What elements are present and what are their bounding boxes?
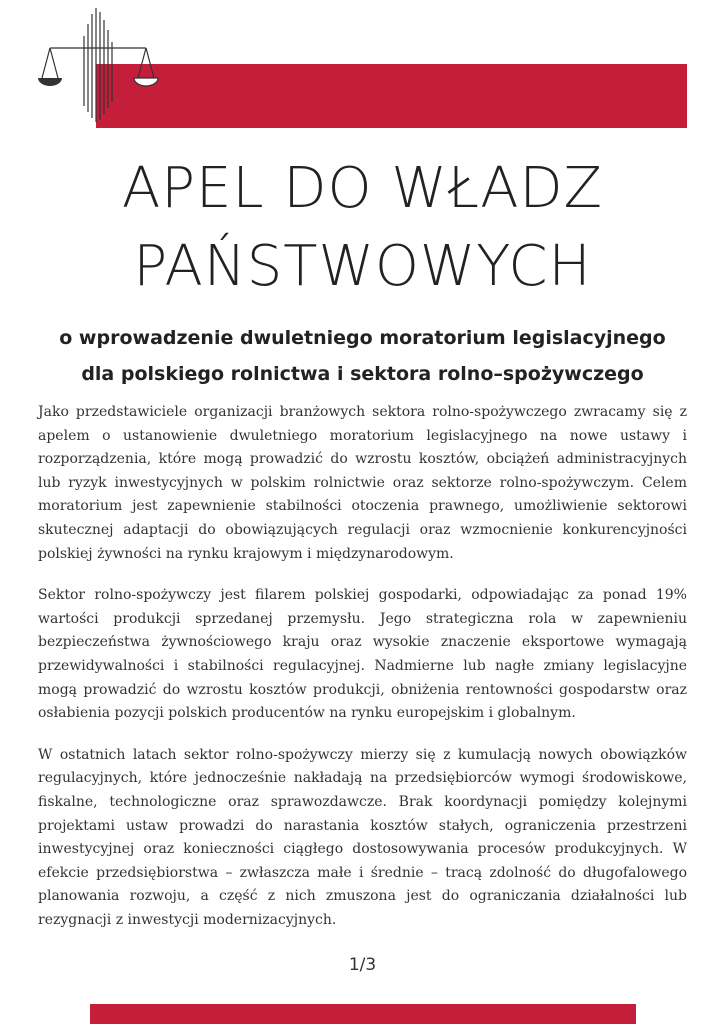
title-line-1: APEL DO WŁADZ (121, 156, 604, 221)
scales-of-justice-icon (34, 6, 164, 124)
title-line-2: PAŃSTWOWYCH (133, 234, 592, 299)
page-number: 1/3 (348, 955, 377, 975)
paragraph-1: Jako przedstawiciele organizacji branżowych sektora rolno-spożywczego zwracamy się z apelem o ustanowienie dwuletniego moratorium legislacyjnego na nowe ustawy i rozporządzenia, które mogą prowadzić do wzrostu kosztów, obciążeń administracyjnych lub ryzyk inwestycyjnych w polskim rolnictwie oraz sektorze rolno-spożywczym. Celem moratorium jest zapewnienie stabilności otoczenia prawnego, umożliwienie sektorowi skutecznej adaptacji do obowiązujących regulacji oraz wzmocnienie konkurencyjności polskiej żywności na rynku krajowym i międzynarodowym. (38, 404, 687, 562)
paragraph-3: W ostatnich latach sektor rolno-spożywczy mierzy się z kumulacją nowych obowiązków regulacyjnych, które jednocześnie nakładają na przedsiębiorców wymogi środowiskowe, fiskalne, technologiczne oraz sprawozdawcze. Brak koordynacji pomiędzy kolejnymi projektami ustaw prowadzi do narastania kosztów stałych, ograniczenia przestrzeni inwestycyjnej oraz konieczności ciągłego dostosowywania procesów produkcyjnych. W efekcie przedsiębiorstwa – zwłaszcza małe i średnie – tracą zdolność do długofalowego planowania rozwoju, a część z nich zmuszona jest do ograniczania działalności lub rezygnacji z inwestycji modernizacyjnych. (38, 746, 687, 928)
page-subtitle (0, 320, 725, 392)
subtitle-line-2: dla polskiego rolnictwa i sektora rolno–spożywczego (81, 363, 644, 385)
footer-red-band (90, 1004, 636, 1024)
page-title (0, 150, 725, 306)
document-body (38, 401, 687, 950)
subtitle-line-1: o wprowadzenie dwuletniego moratorium legislacyjnego (59, 327, 666, 349)
header-red-band (96, 64, 687, 128)
paragraph-2: Sektor rolno-spożywczy jest filarem polskiej gospodarki, odpowiadając za ponad 19% wartości produkcji sprzedanej przemysłu. Jego strategiczna rola w zapewnieniu bezpieczeństwa żywnościowego kraju oraz wysokie znaczenie eksportowe wymagają przewidywalności i stabilności regulacyjnej. Nadmierne lub nagłe zmiany legislacyjne mogą prowadzić do wzrostu kosztów produkcji, obniżenia rentowności gospodarstw oraz osłabienia pozycji polskich producentów na rynku europejskim i globalnym. (38, 587, 687, 722)
